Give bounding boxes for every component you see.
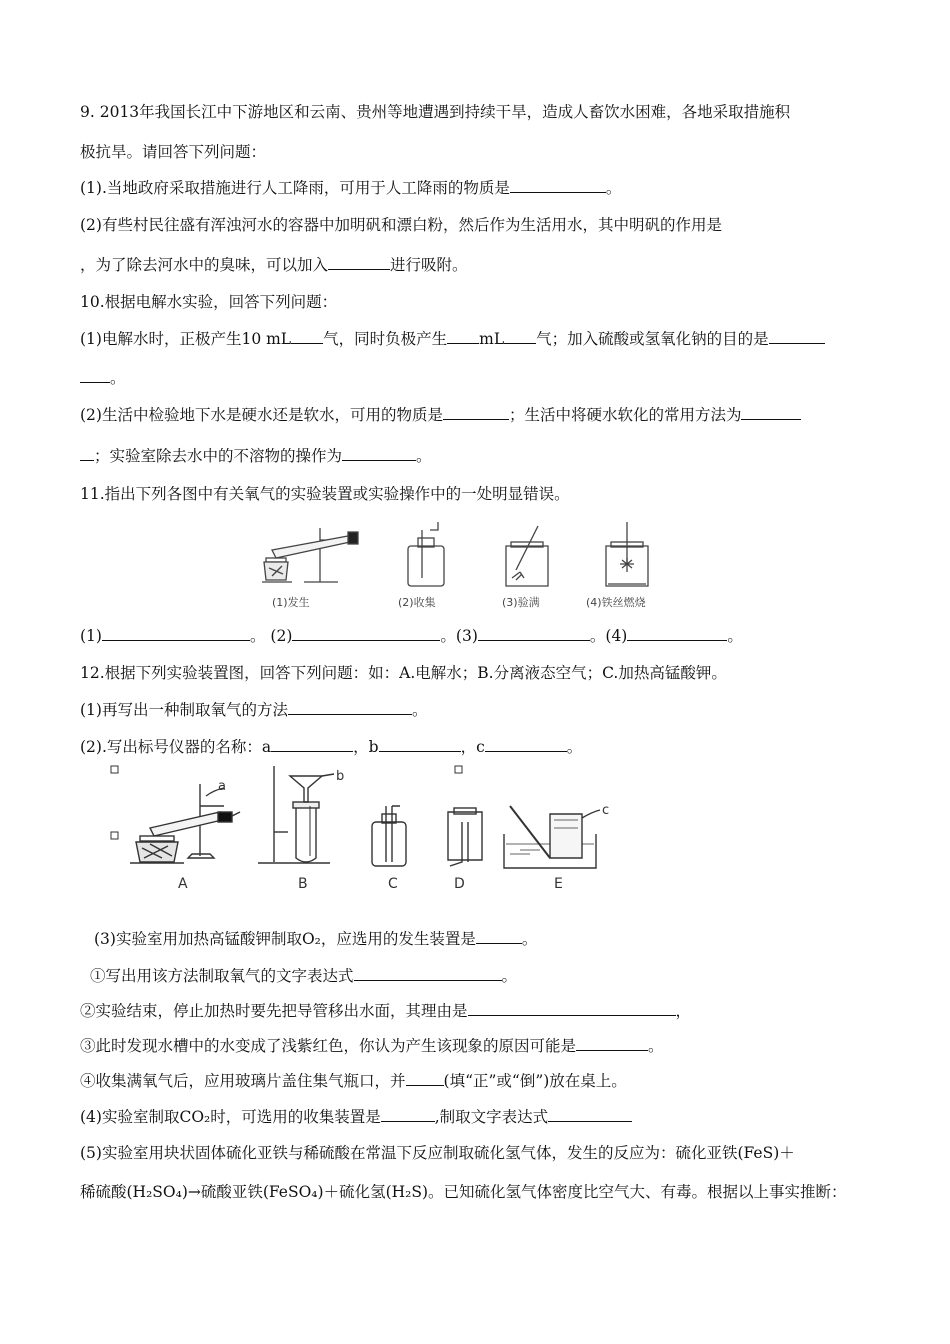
punct: ， — [675, 1002, 692, 1020]
iron-burning-bottle — [606, 522, 648, 586]
apparatus-label-c: C — [388, 876, 398, 892]
label-tag-b: b — [336, 769, 345, 784]
answer-blank[interactable] — [80, 446, 94, 461]
q12-part1 — [80, 700, 427, 720]
label-tag-a: a — [218, 779, 226, 794]
placeholder-square — [111, 832, 118, 839]
q11-answer-4-label: (4) — [605, 627, 628, 645]
q12-part5b: 稀硫酸(H₂SO₄)→硫酸亚铁(FeSO₄)＋硫化氢(H₂S)。已知硫化氢气体密度比空气大、有毒。根据以上事实推断： — [80, 1183, 847, 1201]
answer-blank[interactable] — [102, 626, 250, 641]
caption-4: (4)铁丝燃烧 — [586, 596, 646, 609]
apparatus-d — [448, 808, 482, 866]
q12-sub1 — [90, 966, 517, 986]
q12-sub4 — [80, 1071, 627, 1091]
answer-blank[interactable] — [548, 1107, 632, 1122]
q12-part4 — [80, 1107, 632, 1127]
q12-part3 — [94, 929, 537, 949]
q11-answers — [80, 626, 743, 646]
q12-title: 12.根据下列实验装置图，回答下列问题：如：A.电解水；B.分离液态空气；C.加热高锰酸钾。 — [80, 664, 727, 682]
apparatus-label-b: B — [298, 876, 308, 892]
q12-sub2 — [80, 1001, 691, 1021]
apparatus-label-e: E — [554, 876, 563, 892]
q11-answer-1-label: (1) — [80, 627, 102, 645]
apparatus-a — [130, 784, 240, 863]
punct: 。 — [110, 369, 126, 387]
q12-sub4-end: (填“正”或“倒”)放在桌上。 — [443, 1072, 627, 1090]
q10-part1-text2: 气，同时负极产生 — [323, 330, 448, 348]
q12-sub3 — [80, 1036, 664, 1056]
answer-blank[interactable] — [381, 1107, 435, 1122]
q9-part1-text: (1).当地政府采取措施进行人工降雨，可用于人工降雨的物质是 — [80, 179, 510, 197]
punct: 。 — [411, 701, 428, 719]
answer-blank[interactable] — [443, 405, 509, 420]
q12-part2-text: (2).写出标号仪器的名称：a — [80, 738, 272, 756]
answer-blank[interactable] — [80, 368, 110, 383]
placeholder-square — [111, 766, 118, 773]
q10-part2-text: (2)生活中检验地下水是硬水还是软水，可用的物质是 — [80, 406, 443, 424]
answer-blank[interactable] — [328, 255, 390, 270]
answer-blank[interactable] — [406, 1071, 444, 1086]
q12-sub1-text: ①写出用该方法制取氧气的文字表达式 — [90, 967, 354, 985]
q9-part1 — [80, 178, 621, 198]
answer-blank[interactable] — [379, 737, 461, 752]
punct: 。 — [727, 627, 743, 645]
q12-part2-c: ，c — [460, 738, 485, 756]
answer-blank[interactable] — [769, 329, 825, 344]
q10-part2 — [80, 405, 801, 425]
apparatus-c — [372, 806, 406, 866]
answer-blank[interactable] — [627, 626, 727, 641]
q12-part4-text: (4)实验室制取CO₂时，可选用的收集装置是 — [80, 1108, 381, 1126]
q10-part1 — [80, 329, 825, 349]
q10-part2-text2: ；生活中将硬水软化的常用方法为 — [508, 406, 742, 424]
placeholder-square — [455, 766, 462, 773]
answer-blank[interactable] — [510, 178, 606, 193]
answer-blank[interactable] — [478, 626, 590, 641]
q12-part5: (5)实验室用块状固体硫化亚铁与稀硫酸在常温下反应制取硫化氢气体，发生的反应为：硫化亚铁(FeS)＋ — [80, 1144, 795, 1162]
punct: 。 — [249, 627, 266, 645]
apparatus-b — [258, 766, 334, 863]
apparatus-label-a: A — [178, 876, 188, 892]
q12-part1-text: (1)再写出一种制取氧气的方法 — [80, 701, 288, 719]
q12-part3-text: (3)实验室用加热高锰酸钾制取O₂，应选用的发生装置是 — [94, 930, 476, 948]
q9-part2b-text: ，为了除去河水中的臭味，可以加入 — [80, 256, 329, 274]
q9-line2: 极抗旱。请回答下列问题： — [80, 143, 267, 161]
punct: 。 — [521, 930, 538, 948]
answer-blank[interactable] — [741, 405, 801, 420]
q10-part1-cont — [80, 368, 126, 388]
punct: 。 — [648, 1037, 664, 1055]
oxygen-apparatus-figure — [258, 518, 690, 614]
punct: 。 — [416, 447, 432, 465]
q9-part2b — [80, 255, 468, 275]
q9-line1: 9. 2013年我国长江中下游地区和云南、贵州等地遭遇到持续干旱，造成人畜饮水困难，各地采取措施积 — [80, 103, 791, 121]
apparatus-label-d: D — [454, 876, 465, 892]
caption-2: (2)收集 — [398, 596, 436, 609]
answer-blank[interactable] — [288, 700, 412, 715]
q10-part2-cont — [80, 446, 432, 466]
q9-part2: (2)有些村民往盛有浑浊河水的容器中加明矾和漂白粉，然后作为生活用水，其中明矾的作用是 — [80, 216, 722, 234]
generation-apparatus — [262, 528, 358, 582]
lab-apparatus-figure — [110, 762, 630, 894]
q12-part2-b: ，b — [353, 738, 379, 756]
q12-part2 — [80, 737, 582, 757]
answer-blank[interactable] — [476, 929, 522, 944]
punct: 。 — [501, 967, 518, 985]
answer-blank[interactable] — [504, 329, 536, 344]
q10-part1-text: (1)电解水时，正极产生10 mL — [80, 330, 292, 348]
q12-part4-text2: ,制取文字表达式 — [434, 1108, 549, 1126]
label-tag-c: c — [602, 803, 610, 818]
punct: 。 — [440, 627, 456, 645]
q11-answer-2-label: (2) — [270, 627, 293, 645]
answer-blank[interactable] — [354, 966, 502, 981]
answer-blank[interactable] — [271, 737, 353, 752]
answer-blank[interactable] — [468, 1001, 676, 1016]
q11-answer-3-label: (3) — [455, 627, 478, 645]
answer-blank[interactable] — [485, 737, 567, 752]
answer-blank[interactable] — [342, 446, 416, 461]
q10-part1-text3: mL — [479, 330, 505, 348]
q12-sub2-text: ②实验结束，停止加热时要先把导管移出水面，其理由是 — [80, 1002, 468, 1020]
answer-blank[interactable] — [291, 329, 323, 344]
apparatus-e — [504, 806, 600, 868]
punct: 。 — [589, 627, 606, 645]
collection-bottle — [408, 522, 444, 586]
q11-title: 11.指出下列各图中有关氧气的实验装置或实验操作中的一处明显错误。 — [80, 485, 570, 503]
check-full-bottle — [506, 526, 548, 586]
q12-sub3-text: ③此时发现水槽中的水变成了浅紫红色，你认为产生该现象的原因可能是 — [80, 1037, 577, 1055]
caption-1: (1)发生 — [272, 596, 310, 609]
q10-title: 10.根据电解水实验，回答下列问题： — [80, 293, 338, 311]
answer-blank[interactable] — [576, 1036, 648, 1051]
answer-blank[interactable] — [447, 329, 479, 344]
answer-blank[interactable] — [292, 626, 440, 641]
q9-part2b-end: 进行吸附。 — [390, 256, 468, 274]
q12-sub4-text: ④收集满氧气后，应用玻璃片盖住集气瓶口，并 — [80, 1072, 406, 1090]
caption-3: (3)验满 — [502, 596, 540, 609]
punct: 。 — [566, 738, 583, 756]
q10-part2-text3: ；实验室除去水中的不溶物的操作为 — [94, 447, 343, 465]
punct: 。 — [605, 179, 622, 197]
q10-part1-text4: 气；加入硫酸或氢氧化钠的目的是 — [536, 330, 769, 348]
